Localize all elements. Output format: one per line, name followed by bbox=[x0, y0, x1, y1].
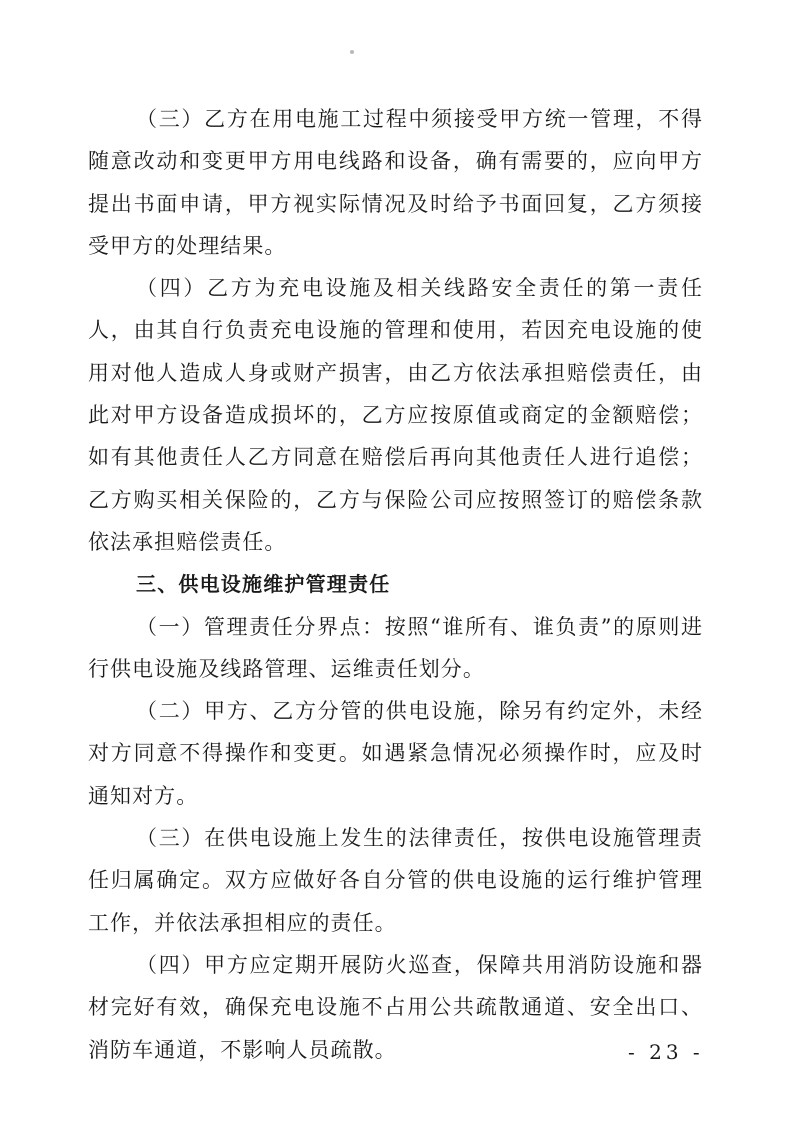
paragraph-boundary: （一）管理责任分界点：按照“谁所有、谁负责”的原则进行供电设施及线路管理、运维责任划分。 bbox=[88, 614, 703, 681]
paragraph-separate-management: （二）甲方、乙方分管的供电设施，除另有约定外，未经对方同意不得操作和变更。如遇紧急情况必须操作时，应及时通知对方。 bbox=[88, 699, 703, 808]
section-heading-maintenance: 三、供电设施维护管理责任 bbox=[136, 572, 391, 597]
document-body bbox=[88, 98, 703, 1071]
scan-dot-mark bbox=[350, 50, 354, 54]
paragraph-supervision: （三）乙方在用电施工过程中须接受甲方统一管理，不得随意改动和变更甲方用电线路和设备，确有需要的，应向甲方提出书面申请，甲方视实际情况及时给予书面回复，乙方须接受甲方的处理结果。 bbox=[88, 107, 703, 258]
page-number: - 23 - bbox=[628, 1040, 704, 1064]
paragraph-legal-responsibility: （三）在供电设施上发生的法律责任，按供电设施管理责任归属确定。双方应做好各自分管的供电设施的运行维护管理工作，并依法承担相应的责任。 bbox=[88, 826, 703, 935]
paragraph-liability: （四）乙方为充电设施及相关线路安全责任的第一责任人，由其自行负责充电设施的管理和使用，若因充电设施的使用对他人造成人身或财产损害，由乙方依法承担赔偿责任，由此对甲方设备造成损坏的，乙方应按原值或商定的金额赔偿；如有其他责任人乙方同意在赔偿后再向其他责任人进行追偿；乙方购买相关保险的，乙方与保险公司应按照签订的赔偿条款依法承担赔偿责任。 bbox=[88, 276, 703, 554]
paragraph-fire-inspection: （四）甲方应定期开展防火巡查，保障共用消防设施和器材完好有效，确保充电设施不占用公共疏散通道、安全出口、消防车通道，不影响人员疏散。 bbox=[88, 952, 703, 1062]
